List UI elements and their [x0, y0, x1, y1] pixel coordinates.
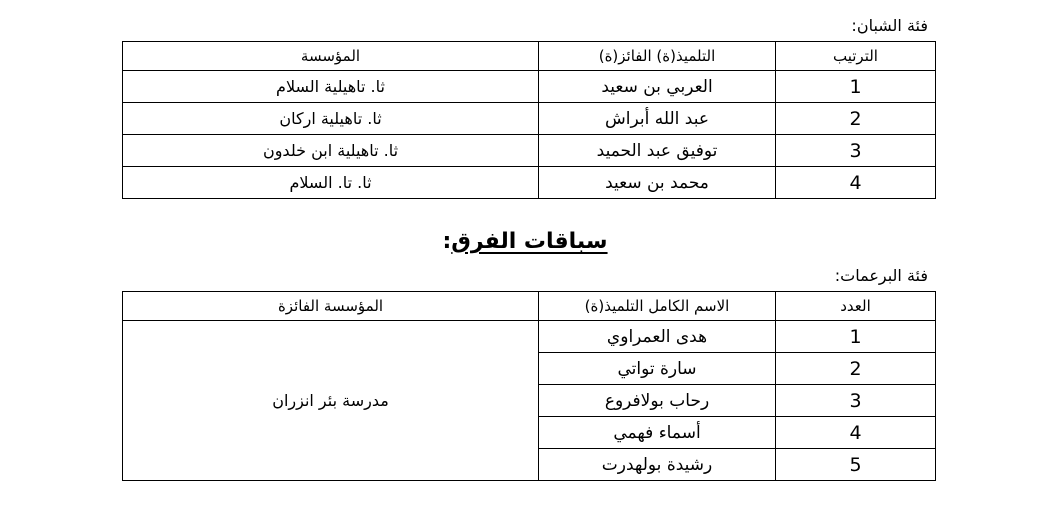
- table-header-row: [123, 292, 936, 321]
- number-cell: 3: [776, 385, 936, 417]
- name-cell: سارة تواتي: [539, 353, 776, 385]
- name-cell: أسماء فهمي: [539, 417, 776, 449]
- buds-category-caption: فئة البرعمات:: [834, 266, 928, 285]
- fullname-column-header: الاسم الكامل التلميذ(ة): [539, 292, 776, 321]
- winning-institution-cell: مدرسة بئر انزران: [123, 321, 539, 481]
- institution-cell: ثا. تاهيلية السلام: [123, 71, 539, 103]
- team-races-title: سباقات الفرق: [451, 229, 608, 254]
- buds-results-table: [122, 291, 936, 481]
- number-cell: 5: [776, 449, 936, 481]
- student-column-header: التلميذ(ة) الفائز(ة): [539, 42, 776, 71]
- rank-column-header: الترتيب: [776, 42, 936, 71]
- rank-cell: 2: [776, 103, 936, 135]
- table-row: [123, 71, 936, 103]
- name-cell: هدى العمراوي: [539, 321, 776, 353]
- number-cell: 1: [776, 321, 936, 353]
- number-column-header: العدد: [776, 292, 936, 321]
- heading-colon: :: [442, 229, 452, 254]
- table-row: [123, 103, 936, 135]
- number-cell: 2: [776, 353, 936, 385]
- student-cell: توفيق عبد الحميد: [539, 135, 776, 167]
- rank-cell: 3: [776, 135, 936, 167]
- institution-cell: ثا. تا. السلام: [123, 167, 539, 199]
- number-cell: 4: [776, 417, 936, 449]
- table-header-row: [123, 42, 936, 71]
- youth-results-table: [122, 41, 936, 199]
- table-row: [123, 167, 936, 199]
- name-cell: رشيدة بولهدرت: [539, 449, 776, 481]
- student-cell: محمد بن سعيد: [539, 167, 776, 199]
- winning-institution-column-header: المؤسسة الفائزة: [123, 292, 539, 321]
- rank-cell: 4: [776, 167, 936, 199]
- institution-cell: ثا. تاهيلية ابن خلدون: [123, 135, 539, 167]
- institution-column-header: المؤسسة: [123, 42, 539, 71]
- team-races-heading: [0, 228, 1050, 256]
- table-row: [123, 321, 936, 353]
- student-cell: العربي بن سعيد: [539, 71, 776, 103]
- rank-cell: 1: [776, 71, 936, 103]
- student-cell: عبد الله أبراش: [539, 103, 776, 135]
- table-row: [123, 135, 936, 167]
- youth-category-caption: فئة الشبان:: [851, 16, 928, 35]
- name-cell: رحاب بولافروع: [539, 385, 776, 417]
- institution-cell: ثا. تاهيلية اركان: [123, 103, 539, 135]
